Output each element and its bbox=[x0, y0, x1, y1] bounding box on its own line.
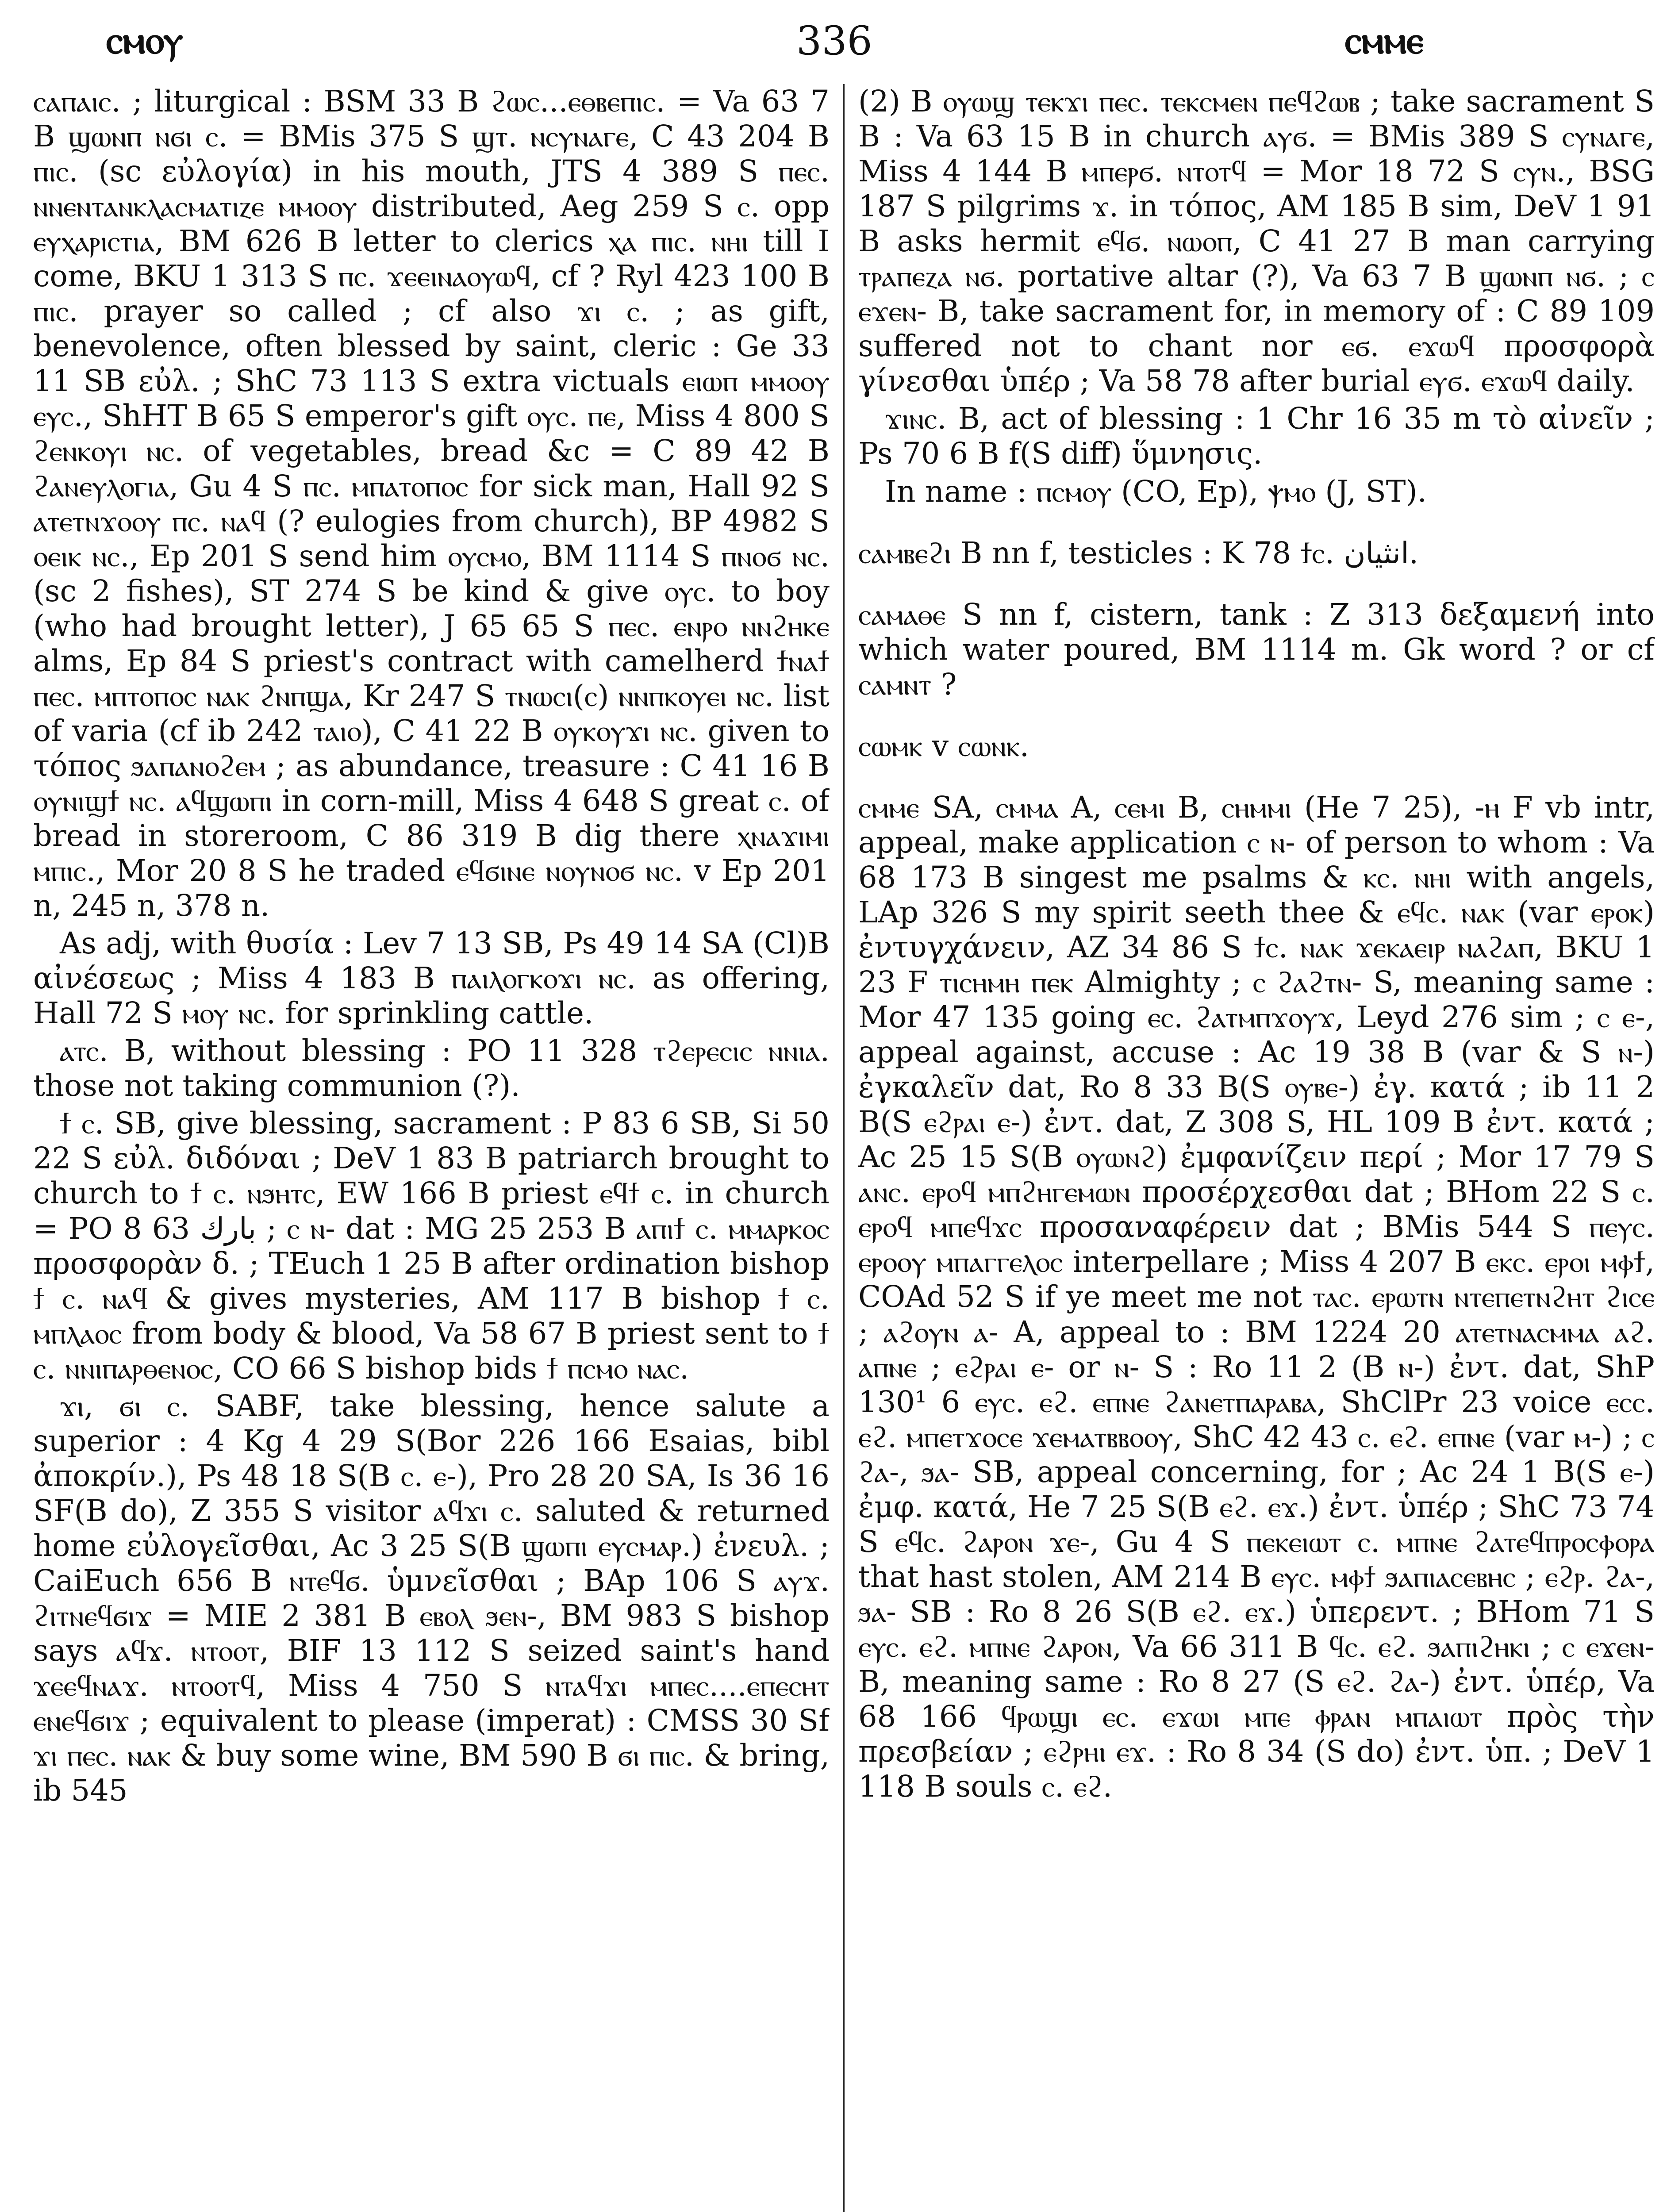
entry-paragraph: ⲁⲧⲥ. B, without blessing : PO 11 328 ⲧϩⲉⲣⲉⲥⲓⲥ ⲛⲛⲓⲁ. those not taking communion (?). bbox=[33, 1033, 830, 1103]
running-head-right: ⲥⲙⲙⲉ bbox=[1345, 18, 1424, 62]
lemma-entry: ⲥⲁⲙⲃⲉϩⲓ B nn f, testicles : K 78 ϯⲥ. ﺍﻧﺜﻴﺎﻥ. bbox=[858, 535, 1419, 570]
left-column bbox=[33, 84, 830, 2212]
lemma-entry: ⲥⲁⲙⲁⲑⲉ S nn f, cistern, tank : Z 313 δεξαμενή into which water poured, BM 1114 m. Gk word ? or cf ⲥⲁⲙⲛⲧ ? bbox=[858, 597, 1655, 702]
entry-paragraph: As adj, with θυσία : Lev 7 13 SB, Ps 49 14 SA (Cl)B αἰνέσεως ; Miss 4 183 B ⲡⲁⲓⲗⲟⲅⲕⲟϫⲓ ⲛⲥ. as offering, Hall 72 S ⲙⲟⲩ ⲛⲥ. for sprinkling cattle. bbox=[33, 926, 830, 1031]
entry-paragraph: ϫⲓⲛⲥ. B, act of blessing : 1 Chr 16 35 m τὸ αἰνεῖν ; Ps 70 6 B f(S diff) ὕμνησις. bbox=[858, 401, 1655, 471]
lemma-entry: ⲥⲙⲙⲉ SA, ⲥⲙⲙⲁ A, ⲥⲉⲙⲓ B, ⲥⲏⲙⲙⲓ (He 7 25), -ⲏ F vb intr, appeal, make application ⲥ ⲛ- of person to whom : Va 68 173 B singest me psalms & ⲕⲥ. ⲛⲏⲓ with angels, LAp 326 S my spirit seeth thee & ⲉϥⲥ. ⲛⲁⲕ (var ⲉⲣⲟⲕ) ἐντυγχάνειν, AZ 34 86 S ϯⲥ. ⲛⲁⲕ ϫⲉⲕⲁⲉⲓⲣ ⲛⲁϩⲁⲡ, BKU 1 23 F ⲧⲓⲥⲏⲙⲏ ⲡⲉⲕ Almighty ; ⲥ ϩⲁϩⲧⲛ- S, meaning same : Mor 47 135 going ⲉⲥ. ϩⲁⲧⲙⲡϫⲟⲩϫ, Leyd 276 sim ; ⲥ ⲉ-, appeal against, accuse : Ac 19 38 B (var & S ⲛ-) ἐγκαλεῖν dat, Ro 8 33 B(S ⲟⲩⲃⲉ-) ἐγ. κατά ; ib 11 2 B(S ⲉϩⲣⲁⲓ ⲉ-) ἐντ. dat, Z 308 S, HL 109 B ἐντ. κατά ; Ac 25 15 S(B ⲟⲩⲱⲛϩ) ἐμφανίζειν περί ; Mor 17 79 S ⲁⲛⲥ. ⲉⲣⲟϥ ⲙⲡϩⲏⲅⲉⲙⲱⲛ προσέρχεσθαι dat ; BHom 22 S ⲥ. ⲉⲣⲟϥ ⲙⲡⲉϥϫⲥ προσαναφέρειν dat ; BMis 544 S ⲡⲉⲩⲥ. ⲉⲣⲟⲟⲩ ⲙⲡⲁⲅⲅⲉⲗⲟⲥ interpellare ; Miss 4 207 B ⲉⲕⲥ. ⲉⲣⲟⲓ ⲙⲫϯ, COAd 52 S if ye meet me not ⲧⲁⲥ. ⲉⲣⲱⲧⲛ ⲛⲧⲉⲡⲉⲧⲛϩⲏⲧ ϩⲓⲥⲉ ; ⲁϩⲟⲩⲛ ⲁ- A, appeal to : BM 1224 20 ⲁⲧⲉⲧⲛⲁⲥⲙⲙⲁ ⲁϩ. ⲁⲡⲛⲉ ; ⲉϩⲣⲁⲓ ⲉ- or ⲛ- S : Ro 11 2 (B ⲛ-) ἐντ. dat, ShP 130¹ 6 ⲉⲩⲥ. ⲉϩ. ⲉⲡⲛⲉ ϩⲁⲛⲉⲧⲡⲁⲣⲁⲃⲁ, ShClPr 23 voice ⲉⲥⲥ. ⲉϩ. ⲙⲡⲉⲧϫⲟⲥⲉ ϫⲉⲙⲁⲧⲃⲃⲟⲟⲩ, ShC 42 43 ⲥ. ⲉϩ. ⲉⲡⲛⲉ (var ⲙ-) ; ⲥ ϩⲁ-, ϧⲁ- SB, appeal concerning, for ; Ac 24 1 B(S ⲉ-) ἐμφ. κατά, He 7 25 S(B ⲉϩ. ⲉϫ.) ἐντ. ὑπέρ ; ShC 73 74 S ⲉϥⲥ. ϩⲁⲣⲟⲛ ϫⲉ-, Gu 4 S ⲡⲉⲕⲉⲓⲱⲧ ⲥ. ⲙⲡⲛⲉ ϩⲁⲧⲉϥⲡⲣⲟⲥⲫⲟⲣⲁ that hast stolen, AM 214 B ⲉⲩⲥ. ⲙⲫϯ ϧⲁⲡⲓⲁⲥⲉⲃⲏⲥ ; ⲉϩⲣ. ϩⲁ-, ϧⲁ- SB : Ro 8 26 S(B ⲉϩ. ⲉϫ.) ὑπερεντ. ; BHom 71 S ⲉⲩⲥ. ⲉϩ. ⲙⲡⲛⲉ ϩⲁⲣⲟⲛ, Va 66 311 B ϥⲥ. ⲉϩ. ϧⲁⲡⲓϩⲏⲕⲓ ; ⲥ ⲉϫⲉⲛ- B, meaning same : Ro 8 27 (S ⲉϩ. ϩⲁ-) ἐντ. ὑπέρ, Va 68 166 ϥⲣⲱϣⲓ ⲉⲥ. ⲉϫⲱⲓ ⲙⲡⲉ ⲫⲣⲁⲛ ⲙⲡⲁⲓⲱⲧ πρὸς τὴν πρεσβείαν ; ⲉϩⲣⲏⲓ ⲉϫ. : Ro 8 34 (S do) ἐντ. ὑπ. ; DeV 1 118 B souls ⲥ. ⲉϩ. bbox=[858, 790, 1655, 1804]
entry-paragraph: ⲥⲁⲡⲁⲓⲥ. ; liturgical : BSM 33 B ϩⲱⲥ...ⲉⲑⲃⲉⲡⲓⲥ. = Va 63 7 B ϣⲱⲛⲡ ⲛϭⲓ ⲥ. = BMis 375 S ϣⲧ. ⲛⲥⲩⲛⲁⲅⲉ, C 43 204 B ⲡⲓⲥ. (sc εὐλογία) in his mouth, JTS 4 389 S ⲡⲉⲥ. ⲛⲛⲉⲛⲧⲁⲛⲕⲗⲁⲥⲙⲁⲧⲓⲍⲉ ⲙⲙⲟⲟⲩ distributed, Aeg 259 S ⲥ. opp ⲉⲩⲭⲁⲣⲓⲥⲧⲓⲁ, BM 626 B letter to clerics ⲭⲁ ⲡⲓⲥ. ⲛⲏⲓ till I come, BKU 1 313 S ⲡⲥ. ϫⲉⲉⲓⲛⲁⲟⲩⲱϥ, cf ? Ryl 423 100 B ⲡⲓⲥ. prayer so called ; cf also ϫⲓ ⲥ. ; as gift, benevolence, often blessed by saint, cleric : Ge 33 11 SB εὐλ. ; ShC 73 113 S extra victuals ⲉⲓⲱⲡ ⲙⲙⲟⲟⲩ ⲉⲩⲥ., ShHT B 65 S emperor's gift ⲟⲩⲥ. ⲡⲉ, Miss 4 800 S ϩⲉⲛⲕⲟⲩⲓ ⲛⲥ. of vegetables, bread &c = C 89 42 B ϩⲁⲛⲉⲩⲗⲟⲅⲓⲁ, Gu 4 S ⲡⲥ. ⲙⲡⲁⲧⲟⲡⲟⲥ for sick man, Hall 92 S ⲁⲧⲉⲧⲛϫⲟⲟⲩ ⲡⲥ. ⲛⲁϥ (? eulogies from church), BP 4982 S ⲟⲉⲓⲕ ⲛⲥ., Ep 201 S send him ⲟⲩⲥⲙⲟ, BM 1114 S ⲡⲛⲟϭ ⲛⲥ. (sc 2 fishes), ST 274 S be kind & give ⲟⲩⲥ. to boy (who had brought letter), J 65 65 S ⲡⲉⲥ. ⲉⲛⲣⲟ ⲛⲛϩⲏⲕⲉ alms, Ep 84 S priest's contract with camelherd ϯⲛⲁϯ ⲡⲉⲥ. ⲙⲡⲧⲟⲡⲟⲥ ⲛⲁⲕ ϩⲛⲡϣⲁ, Kr 247 S ⲧⲛⲱⲥⲓ(ⲥ) ⲛⲛⲡⲕⲟⲩⲉⲓ ⲛⲥ. list of varia (cf ib 242 ⲧⲁⲓⲟ), C 41 22 B ⲟⲩⲕⲟⲩϫⲓ ⲛⲥ. given to τόπος ϧⲁⲡⲁⲛⲟϩⲉⲙ ; as abundance, treasure : C 41 16 B ⲟⲩⲛⲓϣϯ ⲛⲥ. ⲁϥϣⲱⲡⲓ in corn-mill, Miss 4 648 S great ⲥ. of bread in storeroom, C 86 319 B dig there ⲭⲛⲁϫⲓⲙⲓ ⲙⲡⲓⲥ., Mor 20 8 S he traded ⲉϥϭⲓⲛⲉ ⲛⲟⲩⲛⲟϭ ⲛⲥ. v Ep 201 n, 245 n, 378 n. bbox=[33, 84, 830, 923]
entry-paragraph: In name : ⲡⲥⲙⲟⲩ (CO, Ep), ⲯⲙⲟ (J, ST). bbox=[885, 474, 1427, 509]
column-divider bbox=[843, 84, 845, 2212]
right-column bbox=[858, 84, 1655, 2212]
running-head-left: ⲥⲙⲟⲩ bbox=[106, 18, 183, 62]
entry-paragraph: ϫⲓ, ϭⲓ ⲥ. SABF, take blessing, hence salute a superior : 4 Kg 4 29 S(Bor 226 166 Esaias, bibl ἀποκρίν.), Ps 48 18 S(B ⲥ. ⲉ-), Pro 28 20 SA, Is 36 16 SF(B do), Z 355 S visitor ⲁϥϫⲓ ⲥ. saluted & returned home εὐλογεῖσθαι, Ac 3 25 S(B ϣⲱⲡⲓ ⲉⲩⲥⲙⲁⲣ.) ἐνευλ. ; CaiEuch 656 B ⲛⲧⲉϥϭ. ὑμνεῖσθαι ; BAp 106 S ⲁⲩϫ. ϩⲓⲧⲛⲉϥϭⲓϫ = MIE 2 381 B ⲉⲃⲟⲗ ϧⲉⲛ-, BM 983 S bishop says ⲁϥϫ. ⲛⲧⲟⲟⲧ, BIF 13 112 S seized saint's hand ϫⲉⲉϥⲛⲁϫ. ⲛⲧⲟⲟⲧϥ, Miss 4 750 S ⲛⲧⲁϥϫⲓ ⲙⲡⲉⲥ....ⲉⲡⲉⲥⲏⲧ ⲉⲛⲉϥϭⲓϫ ; equivalent to please (imperat) : CMSS 30 Sf ϫⲓ ⲡⲉⲥ. ⲛⲁⲕ & buy some wine, BM 590 B ϭⲓ ⲡⲓⲥ. & bring, ib 545 bbox=[33, 1388, 830, 1808]
entry-paragraph: (2) B ⲟⲩⲱϣ ⲧⲉⲕϫⲓ ⲡⲉⲥ. ⲧⲉⲕⲥⲙⲉⲛ ⲡⲉϥϩⲱⲃ ; take sacrament S B : Va 63 15 B in church ⲁⲩϭ. = BMis 389 S ⲥⲩⲛⲁⲅⲉ, Miss 4 144 B ⲙⲡⲉⲣϭ. ⲛⲧⲟⲧϥ = Mor 18 72 S ⲥⲩⲛ., BSG 187 S pilgrims ϫ. in τόπος, AM 185 B sim, DeV 1 91 B asks hermit ⲉϥϭ. ⲛⲱⲟⲡ, C 41 27 B man carrying ⲧⲣⲁⲡⲉⲍⲁ ⲛϭ. portative altar (?), Va 63 7 B ϣⲱⲛⲡ ⲛϭ. ; ⲥ ⲉϫⲉⲛ- B, take sacrament for, in memory of : C 89 109 suffered not to chant nor ⲉϭ. ⲉϫⲱϥ προσφορὰ γίνεσθαι ὑπέρ ; Va 58 78 after burial ⲉⲩϭ. ⲉϫⲱϥ daily. bbox=[858, 84, 1655, 399]
page-header bbox=[27, 18, 1637, 84]
page-number: 336 bbox=[796, 18, 872, 64]
lemma-entry: ⲥⲱⲙⲕ v ⲥⲱⲛⲕ. bbox=[858, 728, 1029, 763]
entry-paragraph: ϯ ⲥ. SB, give blessing, sacrament : P 83 6 SB, Si 50 22 S εὐλ. διδόναι ; DeV 1 83 B patriarch brought to church to ϯ ⲥ. ⲛϧⲏⲧⲥ, EW 166 B priest ⲉϥϯ ⲥ. in church = PO 8 63 ﺑﺎﺭﻙ ; ⲥ ⲛ- dat : MG 25 253 B ⲁⲡⲓϯ ⲥ. ⲙⲙⲁⲣⲕⲟⲥ προσφορὰν δ. ; TEuch 1 25 B after ordination bishop ϯ ⲥ. ⲛⲁϥ & gives mysteries, AM 117 B bishop ϯ ⲥ. ⲙⲡⲗⲁⲟⲥ from body & blood, Va 58 67 B priest sent to ϯ ⲥ. ⲛⲛⲓⲡⲁⲣⲑⲉⲛⲟⲥ, CO 66 S bishop bids ϯ ⲡⲥⲙⲟ ⲛⲁⲥ. bbox=[33, 1106, 830, 1386]
